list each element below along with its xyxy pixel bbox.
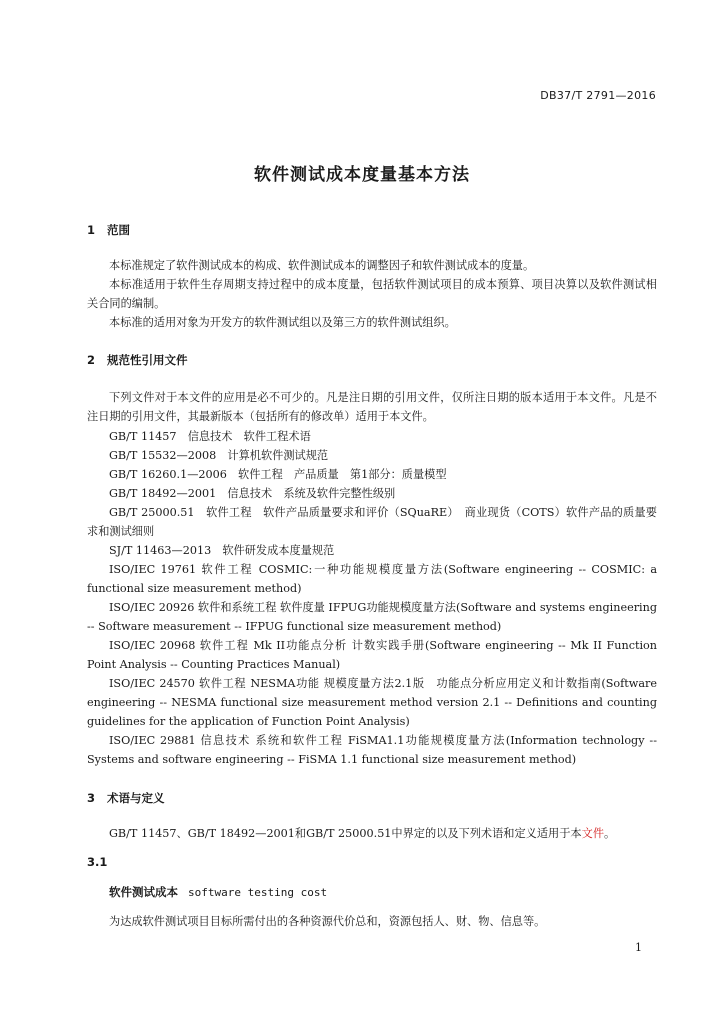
term-number: 3.1 xyxy=(87,855,108,869)
section-title: 范围 xyxy=(107,223,130,237)
section-heading-2 xyxy=(87,352,188,368)
section-number: 3 xyxy=(87,791,96,805)
terms-intro-end: 。 xyxy=(604,827,616,840)
term-definition: 为达成软件测试项目目标所需付出的各种资源代价总和，资源包括人、财、物、信息等。 xyxy=(109,915,546,928)
reference-item: ISO/IEC 20968 软件工程 Mk II功能点分析 计数实践手册(Software engineering -- Mk II Function Point Analysis -- Counting Practices Manual) xyxy=(87,639,657,671)
section-number: 1 xyxy=(87,223,96,237)
reference-item: SJ/T 11463—2013 软件研发成本度量规范 xyxy=(109,544,335,557)
standard-code: DB37/T 2791—2016 xyxy=(540,89,656,102)
scope-paragraph-2: 本标准适用于软件生存周期支持过程中的成本度量，包括软件测试项目的成本预算、项目决算以及软件测试相关合同的编制。 xyxy=(87,278,657,310)
scope-paragraph-3: 本标准的适用对象为开发方的软件测试组以及第三方的软件测试组织。 xyxy=(109,316,456,329)
section-heading-3 xyxy=(87,790,165,806)
terms-intro-highlight: 文件 xyxy=(581,827,605,840)
section-title: 规范性引用文件 xyxy=(107,353,188,367)
document-title: 软件测试成本度量基本方法 xyxy=(254,165,470,185)
scope-paragraph-1: 本标准规定了软件测试成本的构成、软件测试成本的调整因子和软件测试成本的度量。 xyxy=(109,259,535,272)
term-zh: 软件测试成本 xyxy=(109,885,178,899)
reference-item: ISO/IEC 20926 软件和系统工程 软件度量 IFPUG功能规模度量方法(Software and systems engineering -- Software measurement -- IFPUG functional size measurement method) xyxy=(87,601,657,633)
reference-item: ISO/IEC 24570 软件工程 NESMA功能 规模度量方法2.1版 功能点分析应用定义和计数指南(Software engineering -- NESMA functional size measurement method version 2.1 -- Definitions and counting guidelines for the application of Function Point Analysis) xyxy=(87,677,657,728)
reference-item: ISO/IEC 19761 软件工程 COSMIC:一种功能规模度量方法(Software engineering -- COSMIC: a functional size measurement method) xyxy=(87,563,657,595)
terms-intro xyxy=(87,824,657,843)
page-number: 1 xyxy=(635,941,642,954)
section-number: 2 xyxy=(87,353,96,367)
reference-item: GB/T 25000.51 软件工程 软件产品质量要求和评价（SQuaRE） 商业现货（COTS）软件产品的质量要求和测试细则 xyxy=(87,506,657,538)
reference-item: GB/T 18492—2001 信息技术 系统及软件完整性级别 xyxy=(109,487,396,500)
term-en: software testing cost xyxy=(188,886,328,899)
reference-item: GB/T 11457 信息技术 软件工程术语 xyxy=(109,430,311,443)
reference-item: GB/T 15532—2008 计算机软件测试规范 xyxy=(109,449,329,462)
reference-item: GB/T 16260.1—2006 软件工程 产品质量 第1部分：质量模型 xyxy=(109,468,447,481)
term-heading xyxy=(109,884,327,900)
terms-intro-text: GB/T 11457、GB/T 18492—2001和GB/T 25000.51中界定的以及下列术语和定义适用于本 xyxy=(109,827,582,840)
references-intro: 下列文件对于本文件的应用是必不可少的。凡是注日期的引用文件，仅所注日期的版本适用于本文件。凡是不注日期的引用文件，其最新版本（包括所有的修改单）适用于本文件。 xyxy=(87,391,657,423)
section-title: 术语与定义 xyxy=(107,791,165,805)
section-heading-1 xyxy=(87,222,130,238)
reference-item: ISO/IEC 29881 信息技术 系统和软件工程 FiSMA1.1功能规模度量方法(Information technology -- Systems and software engineering -- FiSMA 1.1 functional size measurement method) xyxy=(87,734,657,766)
